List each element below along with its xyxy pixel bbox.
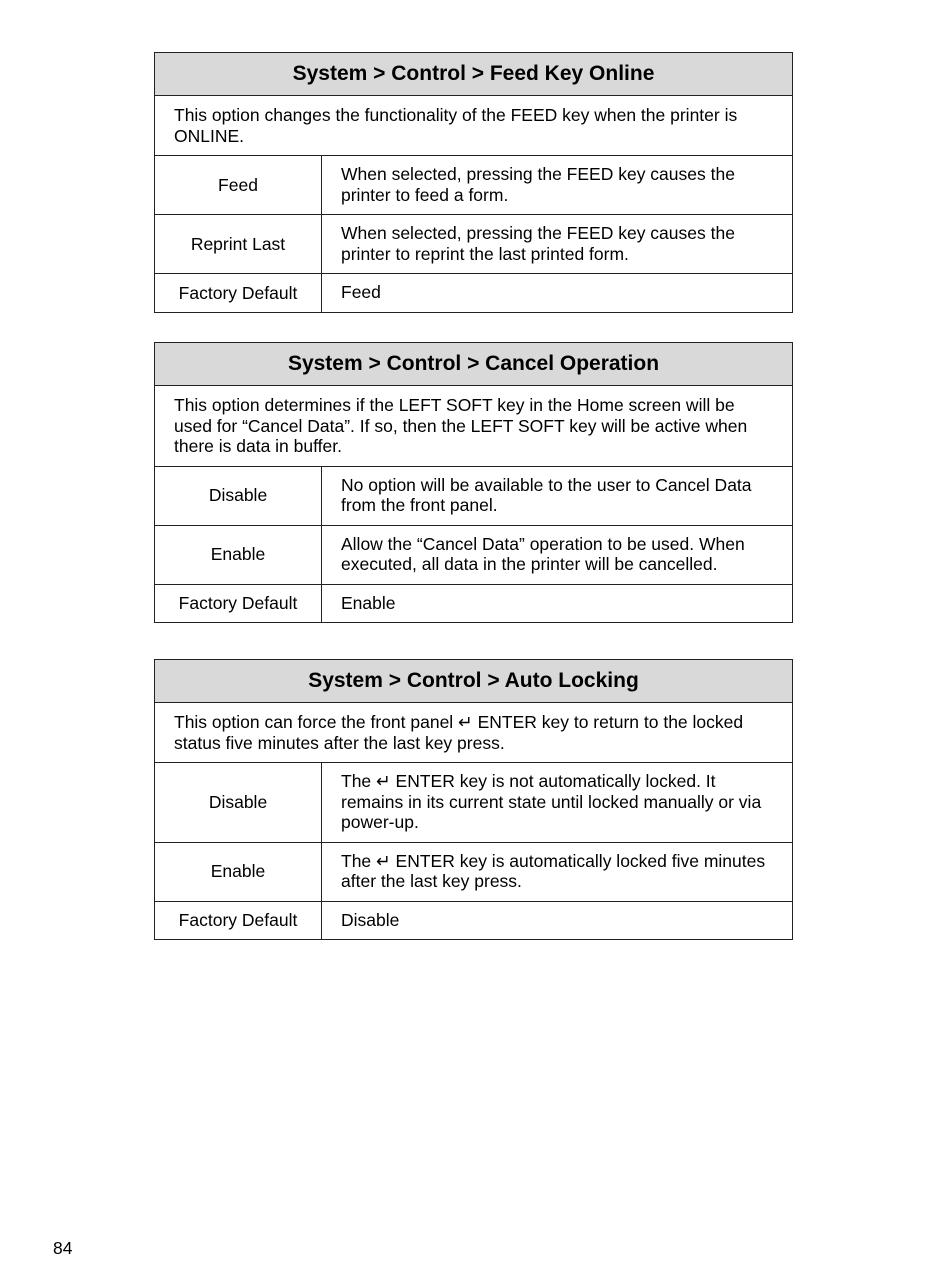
option-name: Factory Default (155, 584, 322, 623)
option-description: Enable (322, 584, 793, 623)
option-name: Disable (155, 763, 322, 843)
option-name: Factory Default (155, 901, 322, 940)
option-description: Feed (322, 274, 793, 313)
option-name: Enable (155, 842, 322, 901)
table-description: This option changes the functionality of the FEED key when the printer is ONLINE. (155, 96, 793, 156)
auto-locking-table (154, 659, 793, 940)
table-row (155, 584, 793, 623)
cancel-operation-table (154, 342, 793, 623)
option-description: Allow the “Cancel Data” operation to be used. When executed, all data in the printer will be cancelled. (322, 525, 793, 584)
option-description: The ↵ ENTER key is not automatically locked. It remains in its current state until locked manually or via power-up. (322, 763, 793, 843)
option-description: No option will be available to the user to Cancel Data from the front panel. (322, 466, 793, 525)
table-description: This option determines if the LEFT SOFT key in the Home screen will be used for “Cancel Data”. If so, then the LEFT SOFT key will be active when there is data in buffer. (155, 386, 793, 467)
table-row (155, 156, 793, 215)
table-row (155, 466, 793, 525)
table-title: System > Control > Auto Locking (155, 660, 793, 703)
table-row (155, 215, 793, 274)
table-title: System > Control > Feed Key Online (155, 53, 793, 96)
option-description: The ↵ ENTER key is automatically locked five minutes after the last key press. (322, 842, 793, 901)
table-row (155, 525, 793, 584)
table-title: System > Control > Cancel Operation (155, 343, 793, 386)
option-description: Disable (322, 901, 793, 940)
feed-key-online-table (154, 52, 793, 313)
table-row (155, 842, 793, 901)
option-name: Reprint Last (155, 215, 322, 274)
option-name: Disable (155, 466, 322, 525)
table-description: This option can force the front panel ↵ ENTER key to return to the locked status five minutes after the last key press. (155, 703, 793, 763)
option-name: Enable (155, 525, 322, 584)
table-row (155, 901, 793, 940)
option-description: When selected, pressing the FEED key causes the printer to feed a form. (322, 156, 793, 215)
table-row (155, 274, 793, 313)
option-name: Feed (155, 156, 322, 215)
page-number: 84 (53, 1238, 73, 1258)
option-description: When selected, pressing the FEED key causes the printer to reprint the last printed form. (322, 215, 793, 274)
option-name: Factory Default (155, 274, 322, 313)
table-row (155, 763, 793, 843)
